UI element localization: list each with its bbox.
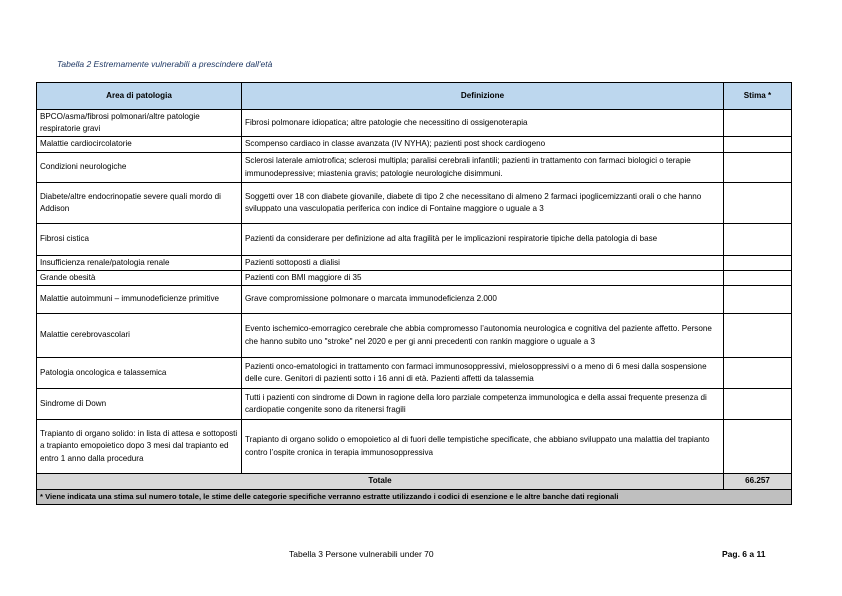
cell-area: BPCO/asma/fibrosi polmonari/altre patologie respiratorie gravi	[37, 110, 242, 137]
header-definizione: Definizione	[242, 83, 724, 110]
cell-stima	[724, 358, 792, 389]
cell-definizione: Pazienti onco-ematologici in trattamento con farmaci immunosoppressivi, mielosoppressivi o a meno di 6 mesi dalla sospensione delle cure. Genitori di pazienti sotto i 16 anni di età. Pazienti affetti da talassemia	[242, 358, 724, 389]
cell-area: Diabete/altre endocrinopatie severe quali mordo di Addison	[37, 183, 242, 224]
cell-definizione: Scompenso cardiaco in classe avanzata (IV NYHA); pazienti post shock cardiogeno	[242, 137, 724, 153]
cell-stima	[724, 420, 792, 474]
next-table-caption: Tabella 3 Persone vulnerabili under 70	[289, 549, 434, 559]
table-row	[37, 271, 792, 286]
cell-stima	[724, 314, 792, 358]
cell-area: Fibrosi cistica	[37, 224, 242, 256]
table-row	[37, 314, 792, 358]
cell-definizione: Grave compromissione polmonare o marcata immunodeficienza 2.000	[242, 286, 724, 314]
cell-area: Malattie cardiocircolatorie	[37, 137, 242, 153]
footnote-row	[37, 490, 792, 505]
vulnerability-table	[36, 82, 792, 505]
cell-stima	[724, 153, 792, 183]
cell-definizione: Tutti i pazienti con sindrome di Down in ragione della loro parziale competenza immunologica e della assai frequente presenza di cardiopatie congenite sono da ritenersi fragili	[242, 389, 724, 420]
cell-stima	[724, 256, 792, 271]
cell-area: Malattie cerebrovascolari	[37, 314, 242, 358]
cell-area: Trapianto di organo solido: in lista di attesa e sottoposti a trapianto emopoietico dopo 3 mesi dal trapianto ed entro 1 anno dalla procedura	[37, 420, 242, 474]
cell-area: Sindrome di Down	[37, 389, 242, 420]
footnote: * Viene indicata una stima sul numero totale, le stime delle categorie specifiche verranno estratte utilizzando i codici di esenzione e le altre banche dati regionali	[37, 490, 792, 505]
table-row	[37, 358, 792, 389]
total-value: 66.257	[724, 474, 792, 490]
cell-stima	[724, 224, 792, 256]
table-caption: Tabella 2 Estremamente vulnerabili a prescindere dall'età	[57, 59, 273, 69]
table-row	[37, 389, 792, 420]
header-area: Area di patologia	[37, 83, 242, 110]
cell-definizione: Pazienti sottoposti a dialisi	[242, 256, 724, 271]
cell-area: Condizioni neurologiche	[37, 153, 242, 183]
cell-stima	[724, 137, 792, 153]
cell-area: Insufficienza renale/patologia renale	[37, 256, 242, 271]
cell-stima	[724, 271, 792, 286]
cell-definizione: Evento ischemico-emorragico cerebrale che abbia compromesso l’autonomia neurologica e cognitiva del paziente affetto. Persone che hanno subito uno "stroke" nel 2020 e per gi anni precedenti con rankin maggiore o uguale a 3	[242, 314, 724, 358]
cell-definizione: Trapianto di organo solido o emopoietico al di fuori delle tempistiche specificate, che abbiano sviluppato una malattia del trapianto contro l’ospite cronica in terapia immunosoppressiva	[242, 420, 724, 474]
cell-definizione: Pazienti da considerare per definizione ad alta fragilità per le implicazioni respiratorie tipiche della patologia di base	[242, 224, 724, 256]
table-row	[37, 110, 792, 137]
cell-definizione: Soggetti over 18 con diabete giovanile, diabete di tipo 2 che necessitano di almeno 2 farmaci ipoglicemizzanti orali o che hanno sviluppato una vasculopatia periferica con indice di Fontaine maggiore o uguale a 3	[242, 183, 724, 224]
table-row	[37, 183, 792, 224]
total-row	[37, 474, 792, 490]
page-number: Pag. 6 a 11	[722, 549, 766, 559]
table-header-row	[37, 83, 792, 110]
cell-stima	[724, 389, 792, 420]
table-row	[37, 420, 792, 474]
cell-definizione: Sclerosi laterale amiotrofica; sclerosi multipla; paralisi cerebrali infantili; pazienti in trattamento con farmaci biologici o terapie immunodepressive; miastenia gravis; patologie neurologiche disimmuni.	[242, 153, 724, 183]
table-row	[37, 153, 792, 183]
cell-stima	[724, 286, 792, 314]
table-row	[37, 224, 792, 256]
cell-definizione: Fibrosi polmonare idiopatica; altre patologie che necessitino di ossigenoterapia	[242, 110, 724, 137]
header-stima: Stima *	[724, 83, 792, 110]
cell-stima	[724, 110, 792, 137]
cell-area: Patologia oncologica e talassemica	[37, 358, 242, 389]
cell-area: Malattie autoimmuni – immunodeficienze primitive	[37, 286, 242, 314]
table-row	[37, 256, 792, 271]
table-row	[37, 137, 792, 153]
cell-definizione: Pazienti con BMI maggiore di 35	[242, 271, 724, 286]
total-label: Totale	[37, 474, 724, 490]
cell-stima	[724, 183, 792, 224]
cell-area: Grande obesità	[37, 271, 242, 286]
table-row	[37, 286, 792, 314]
